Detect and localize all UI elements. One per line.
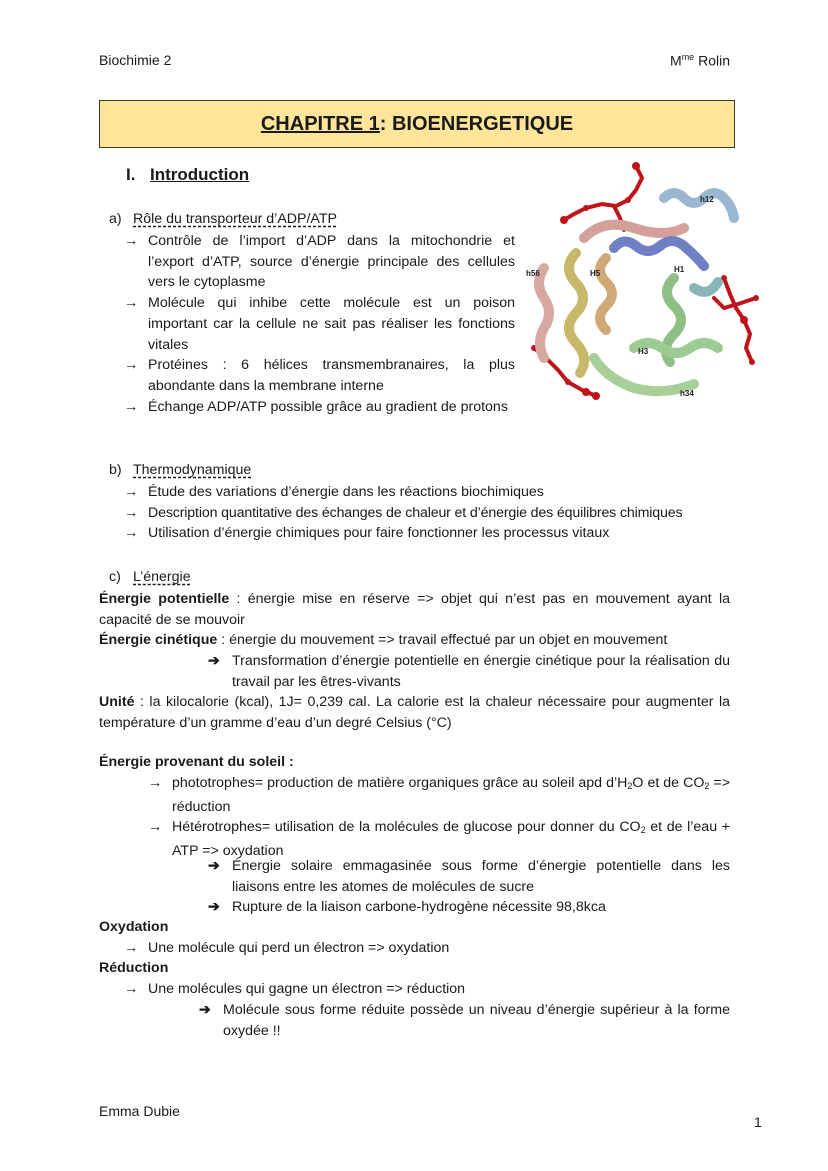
- definition: : énergie du mouvement => travail effectué par un objet en mouvement: [217, 632, 668, 648]
- list-item: [208, 856, 730, 897]
- list-item: [124, 979, 724, 1000]
- list-item: [124, 397, 515, 418]
- text: => réduction: [172, 775, 730, 815]
- arrow-icon: →: [148, 819, 163, 836]
- svg-text:h12: h12: [700, 195, 714, 204]
- list-item-text: Rupture de la liaison carbone-hydrogène nécessite 98,8kca: [232, 899, 606, 916]
- header-teacher: [670, 52, 730, 69]
- svg-text:h56: h56: [526, 269, 540, 278]
- chapter-title-box: [99, 100, 735, 148]
- list-item: [148, 773, 730, 817]
- list-item: [124, 503, 734, 524]
- list-item-text: Description quantitative des échanges de chaleur et d’énergie des équilibres chimiques: [148, 504, 683, 521]
- arrow-icon: →: [148, 775, 163, 791]
- protein-ribbon-icon: [524, 158, 768, 408]
- arrow-icon: →: [124, 940, 139, 956]
- thick-arrow-icon: ➔: [208, 899, 220, 916]
- chapter-number: CHAPITRE 1: [260, 112, 380, 135]
- list-item: [199, 1000, 730, 1041]
- term: Unité: [99, 694, 135, 710]
- subsection-letter: c): [109, 569, 121, 585]
- list-item-text: Énergie solaire emmagasinée sous forme d’énergie potentielle dans les liaisons entre les atomes de molécules de sucre: [232, 858, 730, 895]
- section-number: I.: [126, 165, 136, 184]
- list-item-text: Une molécules qui gagne un électron => réduction: [148, 981, 466, 997]
- adp-atp-carrier-protein-figure: [524, 158, 768, 408]
- thick-arrow-icon: ➔: [199, 1002, 211, 1018]
- unit-definition: [99, 692, 730, 733]
- list-item: [124, 482, 734, 503]
- subsection-label: Thermodynamique: [133, 462, 252, 478]
- svg-text:H5: H5: [590, 269, 601, 278]
- section-introduction-heading: [126, 165, 249, 185]
- definition: : énergie mise en réserve => objet qui n’est pas en mouvement ayant la capacité de se mouvoir: [99, 591, 730, 628]
- teacher-sup: me: [681, 52, 695, 62]
- arrow-icon: →: [124, 233, 139, 249]
- svg-text:H3: H3: [638, 347, 649, 356]
- list-item-text: Utilisation d’énergie chimiques pour faire fonctionner les processus vitaux: [148, 525, 610, 542]
- subscript: 2: [640, 825, 646, 836]
- list-item-text: Une molécule qui perd un électron => oxydation: [148, 940, 450, 956]
- teacher-prefix: M: [670, 52, 682, 69]
- list-item-text: Étude des variations d’énergie dans les réactions biochimiques: [148, 484, 544, 500]
- list-item-text: Transformation d’énergie potentielle en énergie cinétique pour la réalisation du travail par les êtres-vivants: [232, 653, 730, 690]
- reduction-heading: Réduction: [99, 960, 169, 976]
- reduction-list: [124, 979, 724, 1000]
- arrow-icon: →: [124, 504, 139, 521]
- list-item: [124, 938, 724, 959]
- svg-text:H1: H1: [674, 265, 685, 274]
- list-item-text: Molécule sous forme réduite possède un niveau d’énergie supérieur à la forme oxydée !!: [223, 1002, 730, 1039]
- subsection-label: Rôle du transporteur d’ADP/ATP: [133, 211, 337, 227]
- section-label: Introduction: [150, 165, 250, 184]
- text: Hétérotrophes= utilisation de la molécules de glucose pour donner du CO: [172, 819, 641, 836]
- arrow-icon: →: [124, 357, 139, 374]
- oxidation-heading: Oxydation: [99, 919, 169, 935]
- subsection-b-heading: [109, 462, 251, 478]
- kinetic-energy-definition: [99, 630, 739, 651]
- subsection-a-heading: [109, 211, 337, 227]
- list-item-text: Molécule qui inhibe cette molécule est un poison important car la cellule ne sait pas réaliser les fonctions vitales: [148, 295, 515, 353]
- subsection-b-list: [124, 482, 734, 544]
- reduction-note: [199, 1000, 730, 1041]
- subscript: 2: [627, 781, 633, 791]
- teacher-name: Rolin: [694, 52, 730, 69]
- list-item-text: Contrôle de l’import d’ADP dans la mitochondrie et l’export d’ATP, source d’énergie principale des cellules vers le cytoplasme: [148, 233, 515, 291]
- arrow-icon: →: [124, 525, 139, 542]
- header-course: Biochimie 2: [99, 52, 172, 68]
- solar-energy-list: [148, 773, 730, 862]
- list-item: [124, 355, 515, 396]
- potential-energy-definition: [99, 589, 730, 630]
- list-item: [208, 897, 730, 918]
- text: et de l’eau + ATP => oxydation: [172, 819, 730, 860]
- text: O et de CO: [632, 775, 705, 791]
- page-number: 1: [754, 1114, 762, 1130]
- footer-author: Emma Dubie: [99, 1103, 180, 1119]
- term: Énergie potentielle: [99, 591, 230, 607]
- subsection-letter: a): [109, 211, 122, 227]
- arrow-icon: →: [124, 484, 139, 500]
- subsection-c-heading: [109, 569, 191, 585]
- list-item: [124, 293, 515, 355]
- list-item-text: Échange ADP/ATP possible grâce au gradient de protons: [148, 398, 508, 415]
- definition: : la kilocalorie (kcal), 1J= 0,239 cal. La calorie est la chaleur nécessaire pour augmenter la température d’un gramme d’eau d’un degré Celsius (°C): [99, 694, 730, 731]
- list-item: [124, 231, 515, 293]
- svg-text:h34: h34: [680, 389, 694, 398]
- subscript: 2: [704, 781, 710, 791]
- thick-arrow-icon: ➔: [208, 858, 220, 874]
- subsection-a-list: [124, 231, 515, 417]
- arrow-icon: →: [124, 981, 139, 997]
- list-item-text: Protéines : 6 hélices transmembranaires, la plus abondante dans la membrane interne: [148, 357, 515, 394]
- term: Énergie cinétique: [99, 632, 218, 648]
- text: phototrophes= production de matière organiques grâce au soleil apd d’H: [172, 775, 628, 791]
- oxidation-list: [124, 938, 724, 959]
- list-item: [208, 651, 730, 692]
- subsection-label: L’énergie: [133, 569, 191, 585]
- kinetic-note: [208, 651, 730, 692]
- arrow-icon: →: [124, 398, 139, 415]
- list-item: [124, 523, 734, 544]
- solar-energy-notes: [208, 856, 730, 918]
- solar-energy-heading: Énergie provenant du soleil :: [99, 754, 294, 770]
- subsection-letter: b): [109, 462, 122, 478]
- chapter-title: : BIOENERGETIQUE: [379, 112, 574, 135]
- arrow-icon: →: [124, 295, 139, 312]
- thick-arrow-icon: ➔: [208, 653, 220, 669]
